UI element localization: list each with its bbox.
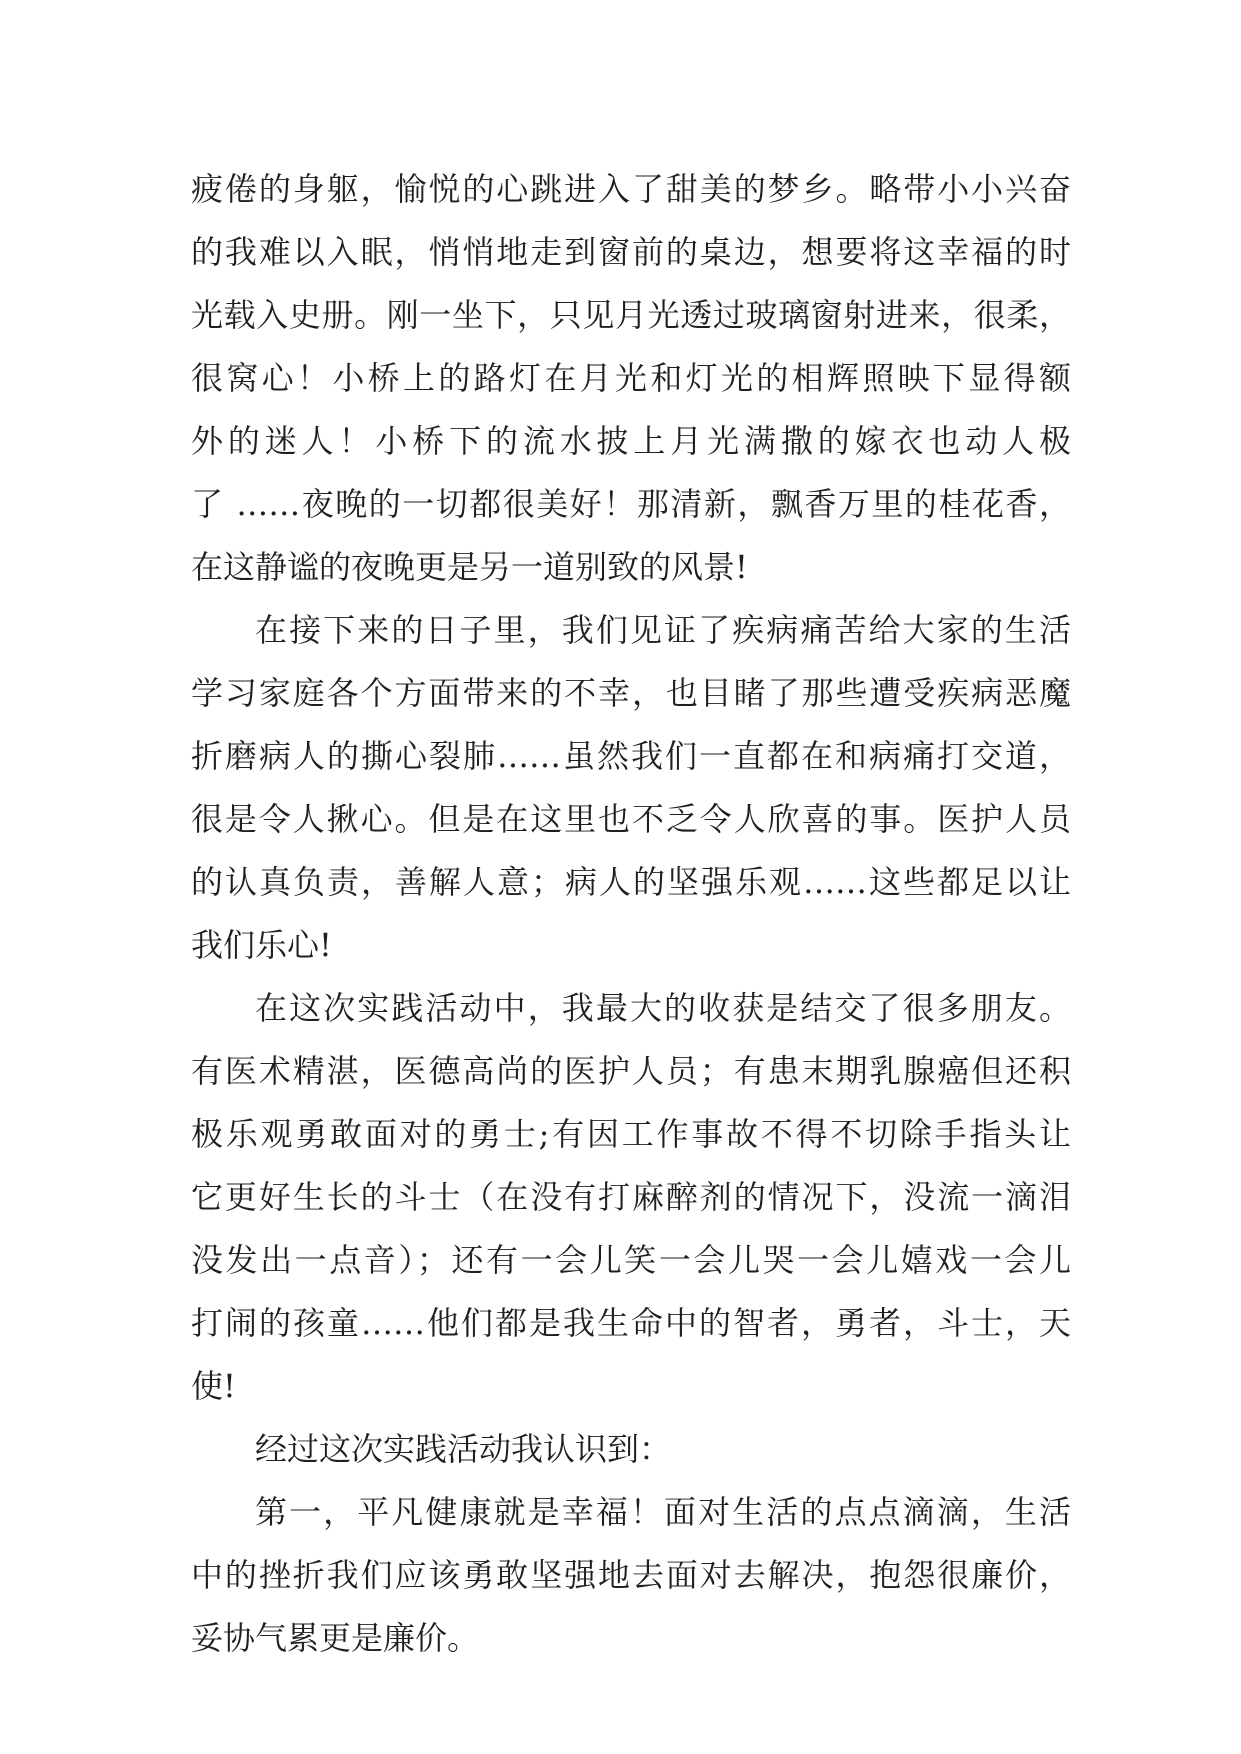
text-line: 的认真负责，善解人意；病人的坚强乐观……这些都足以让	[191, 863, 1071, 901]
text-line: 在这静谧的夜晚更是另一道别致的风景!	[191, 548, 748, 586]
paragraph	[191, 599, 1071, 977]
text-line: 第一，平凡健康就是幸福！面对生活的点点滴滴，生活	[255, 1493, 1071, 1531]
text-line: 在接下来的日子里，我们见证了疾病痛苦给大家的生活	[255, 611, 1071, 649]
text-line: 极乐观勇敢面对的勇士;有因工作事故不得不切除手指头让	[191, 1115, 1071, 1153]
text-line: 有医术精湛，医德高尚的医护人员；有患末期乳腺癌但还积	[191, 1052, 1071, 1090]
text-line: 学习家庭各个方面带来的不幸，也目睹了那些遭受疾病恶魔	[191, 674, 1071, 712]
paragraph	[191, 1418, 1071, 1481]
text-line: 很是令人揪心。但是在这里也不乏令人欣喜的事。医护人员	[191, 800, 1071, 838]
text-line: 的我难以入眠，悄悄地走到窗前的桌边，想要将这幸福的时	[191, 233, 1071, 271]
text-line: 外的迷人！小桥下的流水披上月光满撒的嫁衣也动人极	[191, 422, 1071, 460]
text-line: 折磨病人的撕心裂肺……虽然我们一直都在和病痛打交道，	[191, 737, 1071, 775]
paragraph	[191, 1481, 1071, 1670]
text-line: 我们乐心!	[191, 926, 332, 964]
text-line: 使!	[191, 1367, 236, 1405]
text-line: 没发出一点音）；还有一会儿笑一会儿哭一会儿嬉戏一会儿	[191, 1241, 1071, 1279]
text-line: 在这次实践活动中，我最大的收获是结交了很多朋友。	[255, 989, 1071, 1027]
text-line: 它更好生长的斗士（在没有打麻醉剂的情况下，没流一滴泪	[191, 1178, 1071, 1216]
text-line: 了 ……夜晚的一切都很美好！那清新，飘香万里的桂花香，	[191, 485, 1071, 523]
text-line: 很窝心！小桥上的路灯在月光和灯光的相辉照映下显得额	[191, 359, 1071, 397]
paragraph	[191, 158, 1071, 599]
text-line: 经过这次实践活动我认识到：	[255, 1430, 672, 1468]
text-line: 中的挫折我们应该勇敢坚强地去面对去解决，抱怨很廉价，	[191, 1556, 1071, 1594]
text-line: 打闹的孩童……他们都是我生命中的智者，勇者，斗士，天	[191, 1304, 1071, 1342]
document-body	[191, 158, 1071, 1670]
paragraph	[191, 977, 1071, 1418]
text-line: 妥协气累更是廉价。	[191, 1619, 480, 1657]
text-line: 疲倦的身躯，愉悦的心跳进入了甜美的梦乡。略带小小兴奋	[191, 170, 1071, 208]
text-line: 光载入史册。刚一坐下，只见月光透过玻璃窗射进来，很柔，	[191, 296, 1071, 334]
